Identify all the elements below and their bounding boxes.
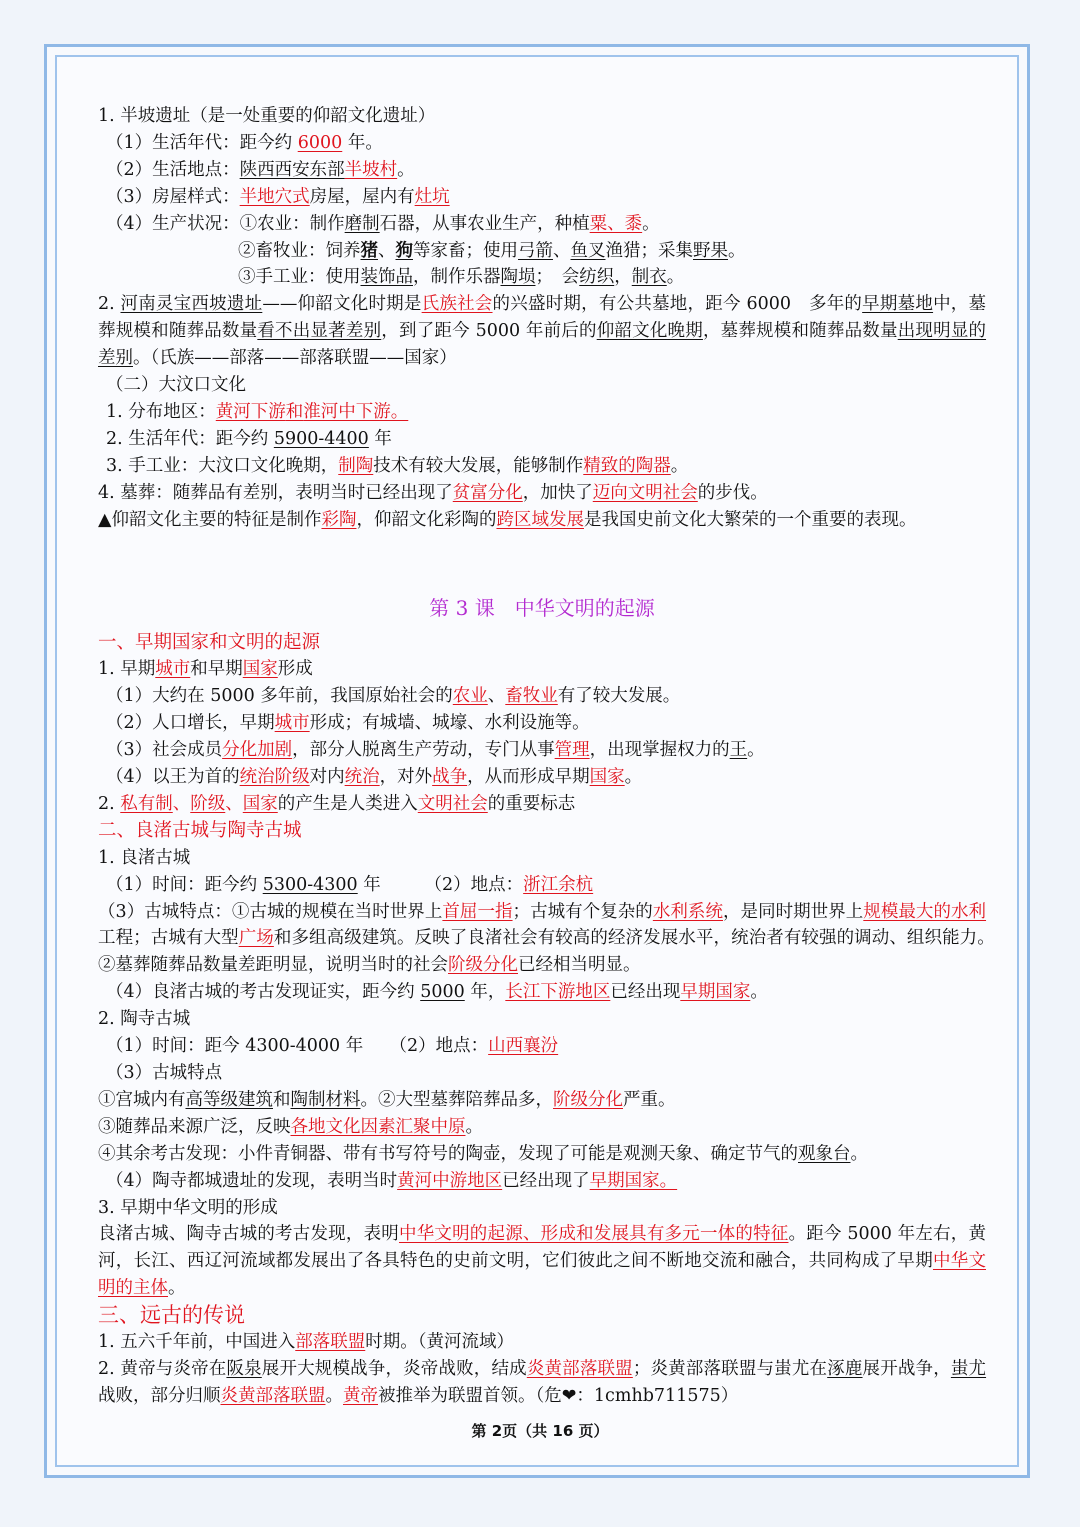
line: 1. 分布地区：黄河下游和淮河中下游。 xyxy=(106,401,409,422)
line: （3）古城特点 xyxy=(106,1063,223,1083)
line: ②畜牧业：饲养猪、狗等家畜；使用弓箭、鱼叉渔猎；采集野果。 xyxy=(238,240,746,261)
line: （3）社会成员分化加剧，部分人脱离生产劳动，专门从事管理，出现掌握权力的王。 xyxy=(106,740,765,761)
line: （1）生活年代：距今约 6000 年。 xyxy=(106,132,383,153)
paragraph: 2. 河南灵宝西坡遗址——仰韶文化时期是氏族社会的兴盛时期，有公共墓地，距今 6000 多年的早期墓地中，墓葬规模和随葬品数量看不出显著差别，到了距今 5000 年前后的仰韶文化晚期，墓葬规模和随葬品数量出现明显的差别。（氏族——部落——部落联盟——国家） xyxy=(98,294,987,369)
line: （4）以王为首的统治阶级对内统治，对外战争，从而形成早期国家。 xyxy=(106,767,643,788)
section-heading: 一、早期国家和文明的起源 xyxy=(98,631,321,653)
line: ③随葬品来源广泛，反映各地文化因素汇聚中原。 xyxy=(98,1116,483,1137)
line: （4）陶寺都城遗址的发现，表明当时黄河中游地区已经出现了早期国家。 xyxy=(106,1170,678,1191)
document-body xyxy=(98,103,1004,1410)
subheading: 3. 早期中华文明的形成 xyxy=(98,1197,278,1218)
line: ③手工业：使用装饰品，制作乐器陶埙； 会纺织，制衣。 xyxy=(238,267,685,288)
line: 2. 生活年代：距今约 5900-4400 年 xyxy=(106,428,392,449)
lesson-title: 第 3 课 中华文明的起源 xyxy=(429,595,655,620)
line: （4）良渚古城的考古发现证实，距今约 5000 年，长江下游地区已经出现早期国家。 xyxy=(106,982,768,1003)
line: 1. 半坡遗址（是一处重要的仰韶文化遗址） xyxy=(98,106,436,126)
line: （1）时间：距今约 5300-4300 年 （2）地点：浙江余杭 xyxy=(106,874,594,895)
section-heading: 三、远古的传说 xyxy=(98,1303,245,1328)
line: 1. 早期城市和早期国家形成 xyxy=(98,659,313,680)
line: 3. 手工业：大汶口文化晚期，制陶技术有较大发展，能够制作精致的陶器。 xyxy=(106,455,689,476)
section-heading: 二、良渚古城与陶寺古城 xyxy=(98,819,302,841)
paragraph: 2. 黄帝与炎帝在阪泉展开大规模战争，炎帝战败，结成炎黄部落联盟；炎黄部落联盟与蚩尤在涿鹿展开战争，蚩尤战败，部分归顺炎黄部落联盟。黄帝被推举为联盟首领。（危❤：1cmhb711575） xyxy=(98,1358,987,1406)
subheading: （二）大汶口文化 xyxy=(106,375,246,396)
line: （1）大约在 5000 多年前，我国原始社会的农业、畜牧业有了较大发展。 xyxy=(106,686,681,707)
subheading: 1. 良渚古城 xyxy=(98,847,191,868)
paragraph: 良渚古城、陶寺古城的考古发现，表明中华文明的起源、形成和发展具有多元一体的特征。距今 5000 年左右，黄河，长江、西辽河流域都发展出了各具特色的史前文明，它们彼此之间不断地交流和融合，共同构成了早期中华文明的主体。 xyxy=(98,1224,987,1299)
line: ④其余考古发现：小件青铜器、带有书写符号的陶壶，发现了可能是观测天象、确定节气的观象台。 xyxy=(98,1143,868,1164)
line: （2）人口增长，早期城市形成；有城墙、城壕、水利设施等。 xyxy=(106,713,590,734)
paragraph: （3）古城特点：①古城的规模在当时世界上首屈一指；古城有个复杂的水利系统，是同时期世界上规模最大的水利工程；古城有大型广场和多组高级建筑。反映了良渚社会有较高的经济发展水平，统治者有较强的调动、组织能力。 ②墓葬随葬品数量差距明显，说明当时的社会阶级分化已经相当明显。 xyxy=(98,901,1004,976)
line: （1）时间：距今 4300-4000 年 （2）地点：山西襄汾 xyxy=(106,1036,559,1057)
subheading: 2. 陶寺古城 xyxy=(98,1009,191,1030)
line: ▲仰韶文化主要的特征是制作彩陶，仰韶文化彩陶的跨区域发展是我国史前文化大繁荣的一个重要的表现。 xyxy=(98,509,917,530)
line: （2）生活地点：陕西西安东部半坡村。 xyxy=(106,159,415,180)
page-footer: 第 2页（共 16 页） xyxy=(471,1422,609,1440)
line: （4）生产状况：①农业：制作磨制石器，从事农业生产，种植粟、黍。 xyxy=(106,213,660,234)
line: （3）房屋样式：半地穴式房屋，屋内有灶坑 xyxy=(106,186,450,207)
line: ①宫城内有高等级建筑和陶制材料。②大型墓葬陪葬品多，阶级分化严重。 xyxy=(98,1089,676,1110)
line: 1. 五六千年前，中国进入部落联盟时期。（黄河流域） xyxy=(98,1332,515,1353)
line: 4. 墓葬：随葬品有差别，表明当时已经出现了贫富分化，加快了迈向文明社会的步伐。 xyxy=(98,482,768,503)
line: 2. 私有制、阶级、国家的产生是人类进入文明社会的重要标志 xyxy=(98,793,576,814)
